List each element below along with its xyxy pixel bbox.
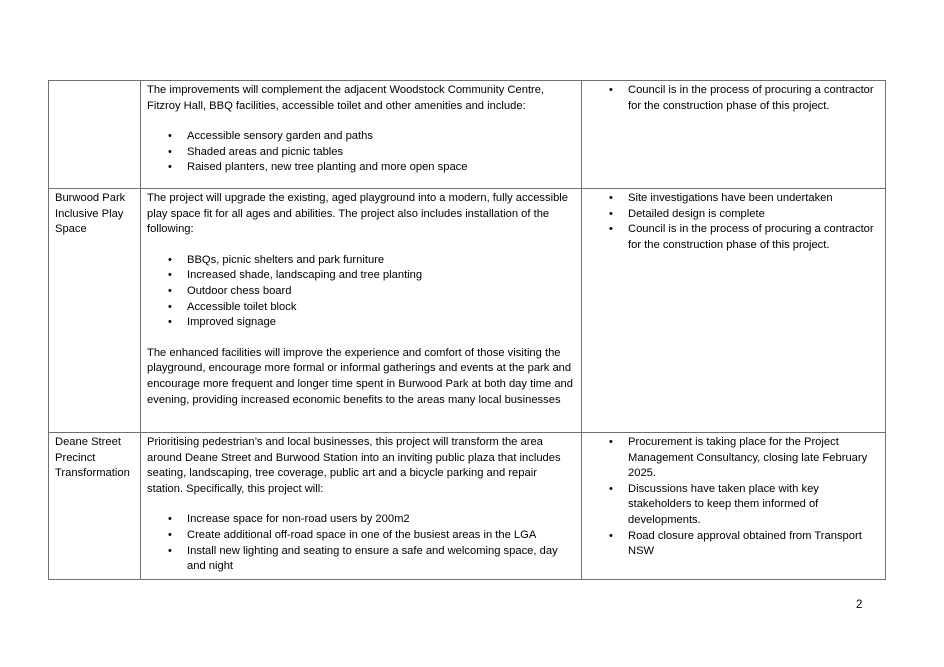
list-item: • Road closure approval obtained from Transport NSW [628, 529, 879, 560]
list-item: • Shaded areas and picnic tables [187, 145, 575, 161]
page-number: 2 [856, 599, 863, 611]
list-item: • Increased shade, landscaping and tree planting [187, 268, 575, 284]
status-list [588, 435, 879, 560]
description-intro: The project will upgrade the existing, aged playground into a modern, fully accessible play space fit for all ages and abilities. The project also includes installation of the following: [147, 192, 569, 236]
project-description-cell [141, 189, 582, 433]
description-list [147, 129, 575, 176]
list-item: • Council is in the process of procuring a contractor for the construction phase of this project. [628, 83, 879, 114]
project-name-cell: Deane Street Precinct Transformation [49, 433, 141, 580]
description-outro: The enhanced facilities will improve the experience and comfort of those visiting the playground, encourage more formal or informal gatherings and events at the park and encourage more frequent and longer time spent in Burwood Park at both day time and evening, providing increased economic benefits to the areas many local businesses [147, 346, 574, 406]
table-row [49, 189, 886, 433]
description-list [147, 253, 575, 331]
project-description-cell [141, 433, 582, 580]
list-item: • Site investigations have been undertaken [628, 191, 879, 207]
list-item: • Improved signage [187, 315, 575, 331]
list-item: • Discussions have taken place with key stakeholders to keep them informed of developments. [628, 482, 879, 529]
projects-table [48, 80, 886, 580]
project-description-cell [141, 81, 582, 189]
project-name-cell [49, 81, 141, 189]
project-status-cell [582, 433, 886, 580]
list-item: • Procurement is taking place for the Project Management Consultancy, closing late February 2025. [628, 435, 879, 482]
list-item: • Create additional off-road space in one of the busiest areas in the LGA [187, 528, 575, 544]
project-status-cell [582, 189, 886, 433]
description-intro: The improvements will complement the adjacent Woodstock Community Centre, Fitzroy Hall, BBQ facilities, accessible toilet and other amenities and include: [147, 84, 545, 112]
status-list [588, 191, 879, 253]
list-item: • Council is in the process of procuring a contractor for the construction phase of this project. [628, 222, 879, 253]
list-item: • Detailed design is complete [628, 207, 879, 223]
list-item: • Raised planters, new tree planting and more open space [187, 160, 575, 176]
project-status-cell [582, 81, 886, 189]
status-list [588, 83, 879, 114]
list-item: • Accessible sensory garden and paths [187, 129, 575, 145]
list-item: • Accessible toilet block [187, 300, 575, 316]
table-row [49, 81, 886, 189]
list-item: • Install new lighting and seating to ensure a safe and welcoming space, day and night [187, 544, 575, 575]
table-row [49, 433, 886, 580]
project-name-cell: Burwood Park Inclusive Play Space [49, 189, 141, 433]
list-item: • Outdoor chess board [187, 284, 575, 300]
list-item: • Increase space for non-road users by 200m2 [187, 512, 575, 528]
description-intro: Prioritising pedestrian’s and local businesses, this project will transform the area around Deane Street and Burwood Station into an inviting public plaza that includes seating, landscaping, tree coverage, public art and a bicycle parking and repair station. Specifically, this project will: [147, 436, 561, 495]
description-list [147, 512, 575, 574]
list-item: • BBQs, picnic shelters and park furniture [187, 253, 575, 269]
